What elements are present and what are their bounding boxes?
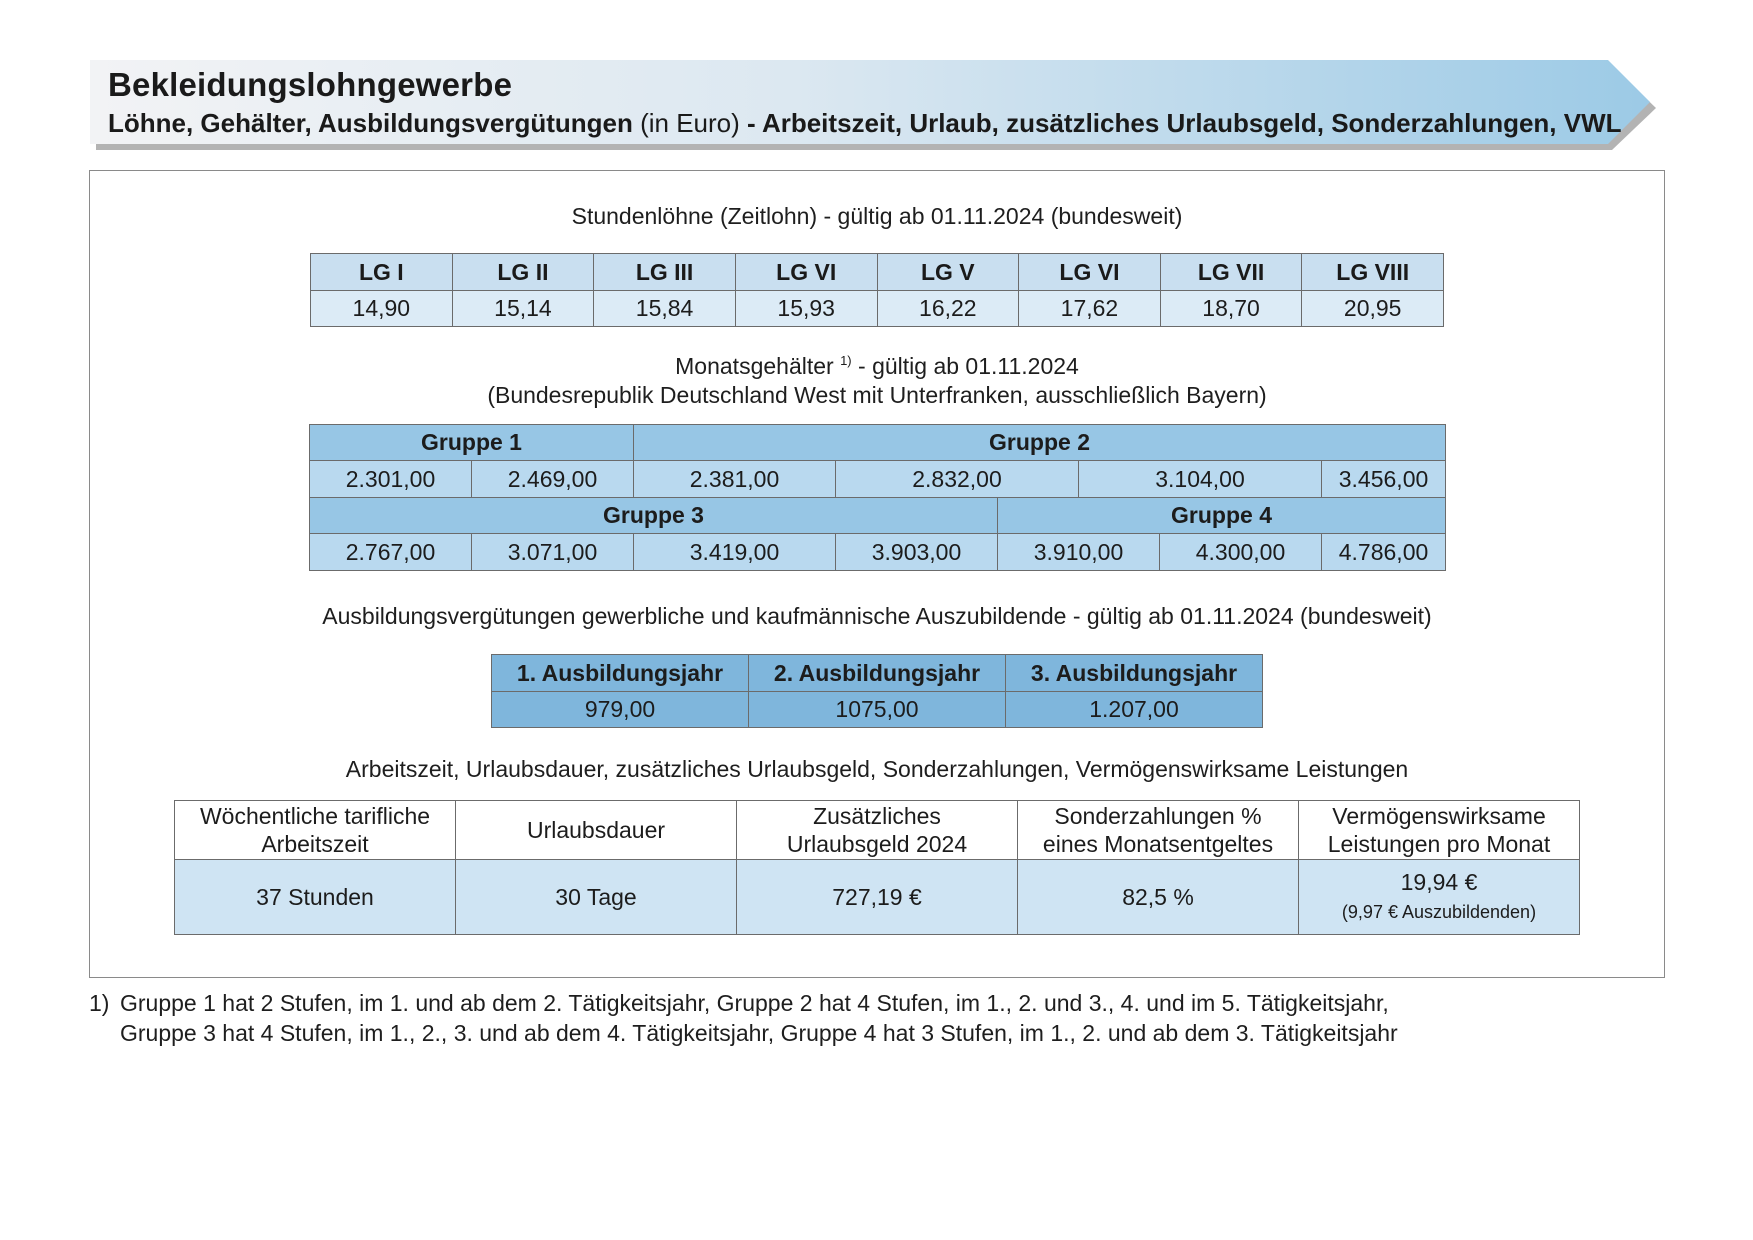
table-cell: 4.786,00 [1322, 534, 1446, 571]
content-frame [89, 170, 1665, 978]
header-line: eines Monatsentgeltes [1042, 831, 1274, 857]
gruppe3-label: Gruppe 3 [310, 498, 998, 534]
table-row [492, 692, 1263, 728]
table-cell: 2.832,00 [836, 461, 1079, 498]
table-header-row [175, 801, 1580, 860]
table-cell: 30 Tage [456, 860, 737, 935]
table-cell: 4.300,00 [1160, 534, 1322, 571]
table-header-cell [1018, 801, 1299, 860]
stundenloehne-caption: Stundenlöhne (Zeitlohn) - gültig ab 01.11.2024 (bundesweit) [571, 203, 1183, 229]
table-cell: 14,90 [311, 291, 453, 327]
table-header-row [492, 655, 1263, 692]
table-cell: 3.104,00 [1079, 461, 1322, 498]
subtitle-part-1: Löhne, Gehälter, Ausbildungsvergütungen [108, 108, 633, 138]
stundenloehne-table [310, 253, 1444, 327]
table-header-cell: LG VII [1160, 254, 1302, 291]
table-cell: 2.381,00 [634, 461, 836, 498]
table-cell: 979,00 [492, 692, 749, 728]
table-cell: 3.910,00 [998, 534, 1160, 571]
gruppe1-label: Gruppe 1 [310, 425, 634, 461]
table-header-row [310, 498, 1446, 534]
table-cell: 15,93 [735, 291, 877, 327]
table-header-cell: 2. Ausbildungsjahr [749, 655, 1006, 692]
table-cell: 17,62 [1019, 291, 1161, 327]
page-subtitle [108, 108, 1622, 139]
vwl-note: (9,97 € Auszubildenden) [1341, 902, 1537, 922]
header-line: Wöchentliche tarifliche [199, 803, 431, 829]
header-banner [90, 60, 1660, 152]
table-cell: 37 Stunden [175, 860, 456, 935]
header-line: Urlaubsdauer [526, 817, 666, 843]
table-header-cell: LG I [311, 254, 453, 291]
table-header-row [311, 254, 1444, 291]
arbeitszeit-caption: Arbeitszeit, Urlaubsdauer, zusätzliches Urlaubsgeld, Sonderzahlungen, Vermögenswirksame Leistungen [345, 756, 1409, 782]
monatsgehaelter-caption-main: Monatsgehälter [675, 353, 834, 379]
table-header-cell: LG II [452, 254, 594, 291]
footnote-text [120, 988, 1520, 1048]
table-header-cell: LG VIII [1302, 254, 1444, 291]
table-header-cell [737, 801, 1018, 860]
table-header-cell: 1. Ausbildungsjahr [492, 655, 749, 692]
footnote-marker: 1) [840, 353, 852, 368]
monatsgehaelter-table [309, 424, 1446, 571]
footnote-line: Gruppe 3 hat 4 Stufen, im 1., 2., 3. und ab dem 4. Tätigkeitsjahr, Gruppe 4 hat 3 Stufen, im 1., 2. und ab dem 3. Tätigkeitsjahr [120, 1020, 1398, 1046]
table-header-cell: LG V [877, 254, 1019, 291]
table-cell: 20,95 [1302, 291, 1444, 327]
gruppe4-label: Gruppe 4 [998, 498, 1446, 534]
table-cell: 727,19 € [737, 860, 1018, 935]
ausbildung-caption: Ausbildungsvergütungen gewerbliche und kaufmännische Auszubildende - gültig ab 01.11.2024 (bundesweit) [322, 603, 1432, 629]
ausbildung-table [491, 654, 1263, 728]
table-header-cell [175, 801, 456, 860]
table-header-cell: LG VI [1019, 254, 1161, 291]
table-cell: 3.903,00 [836, 534, 998, 571]
table-cell: 3.419,00 [634, 534, 836, 571]
footnote-line: Gruppe 1 hat 2 Stufen, im 1. und ab dem 2. Tätigkeitsjahr, Gruppe 2 hat 4 Stufen, im 1., 2. und 3., 4. und im 5. Tätigkeitsjahr, [120, 990, 1389, 1016]
table-cell: 82,5 % [1018, 860, 1299, 935]
table-cell: 18,70 [1160, 291, 1302, 327]
subtitle-unit: (in Euro) [640, 108, 740, 138]
table-row [175, 860, 1580, 935]
monatsgehaelter-caption [90, 353, 1664, 380]
table-header-cell [1299, 801, 1580, 860]
header-line: Arbeitszeit [261, 831, 369, 857]
header-line: Vermögenswirksame [1332, 803, 1546, 829]
footnote-number: 1) [89, 990, 110, 1016]
monatsgehaelter-caption-rest: - gültig ab 01.11.2024 [858, 353, 1079, 379]
vwl-value: 19,94 € [1400, 869, 1478, 895]
page-title: Bekleidungslohngewerbe [108, 66, 513, 103]
table-cell [1299, 860, 1580, 935]
table-cell: 16,22 [877, 291, 1019, 327]
gruppe2-label: Gruppe 2 [634, 425, 1446, 461]
table-header-cell: LG VI [735, 254, 877, 291]
table-header-cell [456, 801, 737, 860]
table-cell: 2.301,00 [310, 461, 472, 498]
table-cell: 1075,00 [749, 692, 1006, 728]
table-cell: 3.456,00 [1322, 461, 1446, 498]
arbeitszeit-table [174, 800, 1580, 935]
table-cell: 1.207,00 [1006, 692, 1263, 728]
table-cell: 2.469,00 [472, 461, 634, 498]
header-line: Zusätzliches [813, 803, 941, 829]
table-header-cell: 3. Ausbildungsjahr [1006, 655, 1263, 692]
table-cell: 15,14 [452, 291, 594, 327]
table-row [311, 291, 1444, 327]
header-line: Urlaubsgeld 2024 [786, 831, 968, 857]
header-line: Leistungen pro Monat [1327, 831, 1551, 857]
monatsgehaelter-caption-line2: (Bundesrepublik Deutschland West mit Unterfranken, ausschließlich Bayern) [487, 382, 1267, 408]
table-cell: 2.767,00 [310, 534, 472, 571]
table-row [310, 534, 1446, 571]
table-header-cell: LG III [594, 254, 736, 291]
table-header-row [310, 425, 1446, 461]
subtitle-part-2: - Arbeitszeit, Urlaub, zusätzliches Urlaubsgeld, Sonderzahlungen, VWL [747, 108, 1622, 138]
table-row [310, 461, 1446, 498]
header-line: Sonderzahlungen % [1054, 803, 1262, 829]
table-cell: 3.071,00 [472, 534, 634, 571]
table-cell: 15,84 [594, 291, 736, 327]
